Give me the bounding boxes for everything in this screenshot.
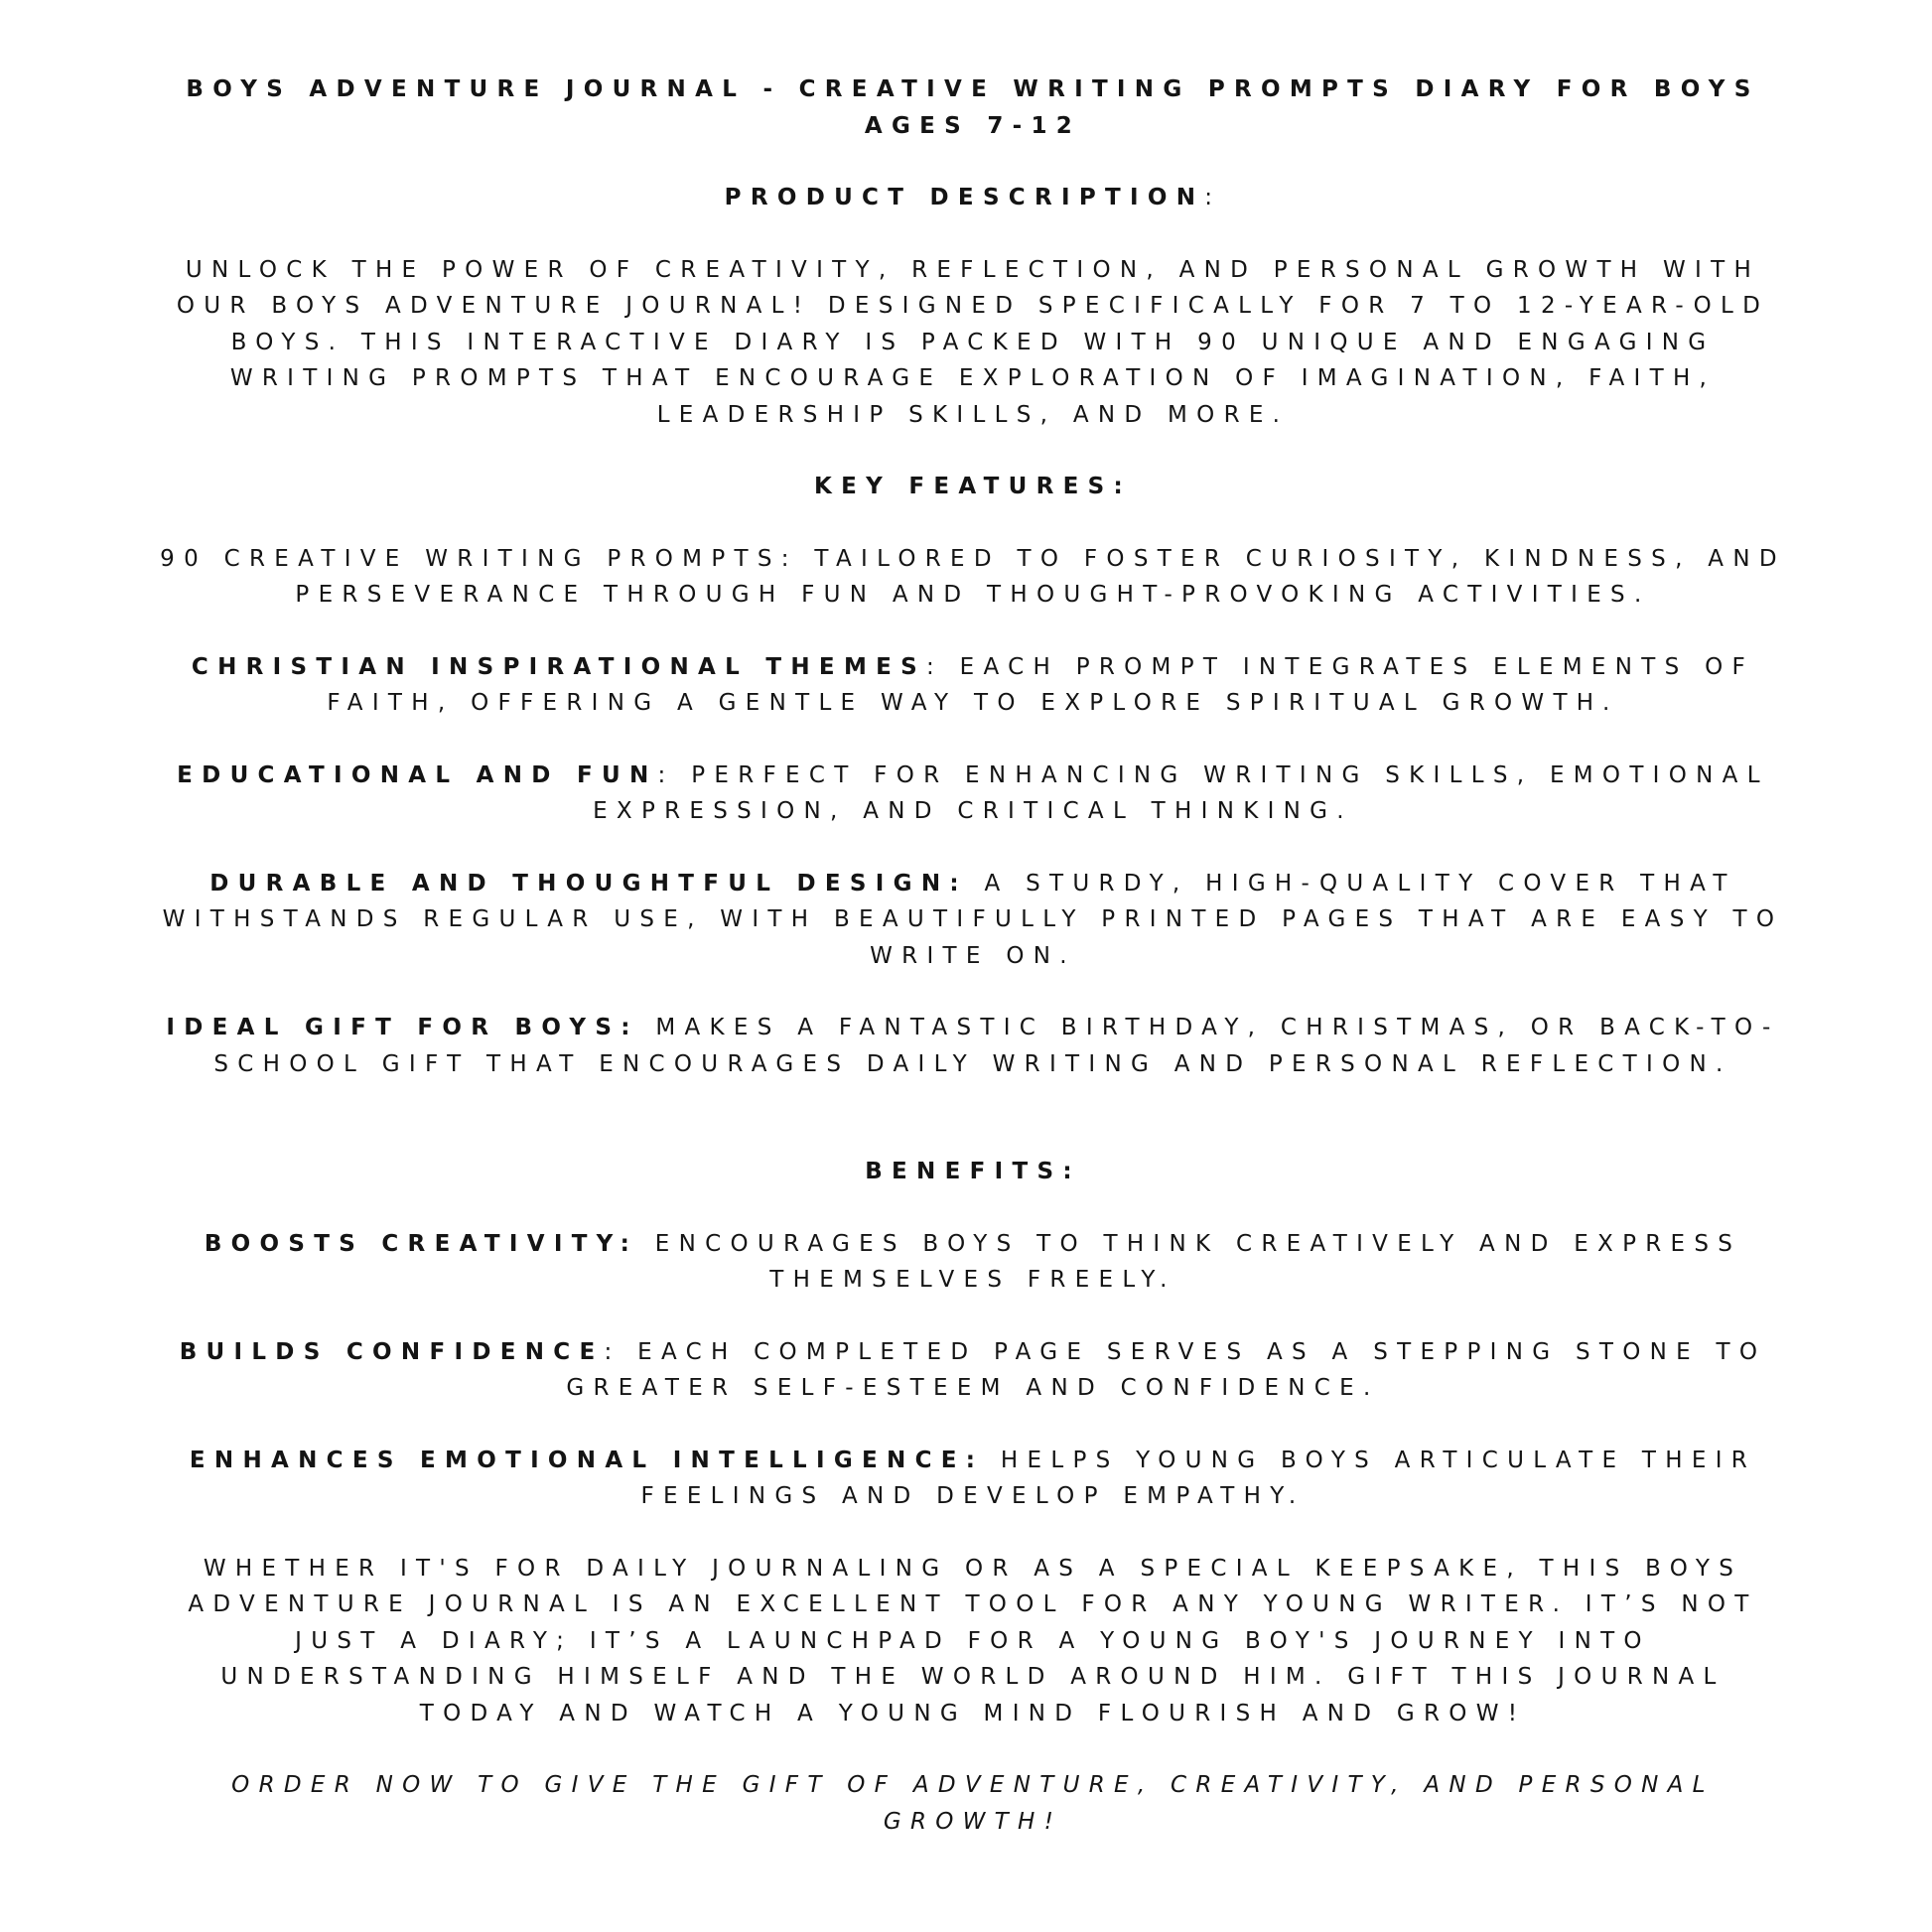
- benefit-text: ENCOURAGES BOYS TO THINK CREATIVELY AND EXPRESS THEMSELVES FREELY.: [638, 1230, 1742, 1293]
- document-page: [159, 71, 1787, 1840]
- benefit-lead: BOOSTS CREATIVITY:: [204, 1230, 639, 1257]
- feature-item-christian-themes: [159, 649, 1787, 722]
- benefit-lead: ENHANCES EMOTIONAL INTELLIGENCE:: [189, 1447, 985, 1473]
- feature-text: : PERFECT FOR ENHANCING WRITING SKILLS, EMOTIONAL EXPRESSION, AND CRITICAL THINKING.: [593, 761, 1769, 824]
- feature-lead: EDUCATIONAL AND FUN: [177, 761, 658, 788]
- product-description-heading: [159, 180, 1787, 216]
- product-description-body: UNLOCK THE POWER OF CREATIVITY, REFLECTION, AND PERSONAL GROWTH WITH OUR BOYS ADVENTURE JOURNAL! DESIGNED SPECIFICALLY FOR 7 TO 12-YEAR-OLD BOYS. THIS INTERACTIVE DIARY IS PACKED WITH 90 UNIQUE AND ENGAGING WRITING PROMPTS THAT ENCOURAGE EXPLORATION OF IMAGINATION, FAITH, LEADERSHIP SKILLS, AND MORE.: [176, 256, 1770, 428]
- feature-text: : EACH PROMPT INTEGRATES ELEMENTS OF FAITH, OFFERING A GENTLE WAY TO EXPLORE SPIRITUAL GROWTH.: [327, 653, 1755, 716]
- benefits-heading: BENEFITS:: [865, 1159, 1081, 1184]
- feature-item-ideal-gift: [159, 1010, 1787, 1082]
- key-features-intro: 90 CREATIVE WRITING PROMPTS: TAILORED TO FOSTER CURIOSITY, KINDNESS, AND PERSEVERANCE THROUGH FUN AND THOUGHT-PROVOKING ACTIVITIES.: [160, 545, 1786, 608]
- benefit-item-creativity: [159, 1226, 1787, 1299]
- benefit-lead: BUILDS CONFIDENCE: [179, 1338, 605, 1365]
- feature-lead: CHRISTIAN INSPIRATIONAL THEMES: [191, 653, 927, 680]
- product-description-heading-colon: :: [1204, 185, 1222, 210]
- feature-lead: IDEAL GIFT FOR BOYS:: [166, 1015, 639, 1040]
- closing-call-to-action: ORDER NOW TO GIVE THE GIFT OF ADVENTURE, CREATIVITY, AND PERSONAL GROWTH!: [231, 1772, 1715, 1835]
- product-description-heading-text: PRODUCT DESCRIPTION: [724, 185, 1205, 210]
- feature-text: MAKES A FANTASTIC BIRTHDAY, CHRISTMAS, OR BACK-TO-SCHOOL GIFT THAT ENCOURAGES DAILY WRITING AND PERSONAL REFLECTION.: [213, 1015, 1780, 1077]
- benefit-item-emotional-intelligence: [159, 1443, 1787, 1515]
- feature-lead: DURABLE AND THOUGHTFUL DESIGN:: [209, 870, 968, 897]
- benefit-text: HELPS YOUNG BOYS ARTICULATE THEIR FEELINGS AND DEVELOP EMPATHY.: [640, 1447, 1757, 1509]
- benefit-item-confidence: [159, 1334, 1787, 1407]
- key-features-heading: KEY FEATURES:: [813, 474, 1133, 499]
- summary-paragraph: WHETHER IT'S FOR DAILY JOURNALING OR AS A SPECIAL KEEPSAKE, THIS BOYS ADVENTURE JOURNAL IS AN EXCELLENT TOOL FOR ANY YOUNG WRITER. IT’S NOT JUST A DIARY; IT’S A LAUNCHPAD FOR A YOUNG BOY'S JOURNEY INTO UNDERSTANDING HIMSELF AND THE WORLD AROUND HIM. GIFT THIS JOURNAL TODAY AND WATCH A YOUNG MIND FLOURISH AND GROW!: [188, 1555, 1758, 1726]
- feature-item-durable-design: [159, 866, 1787, 975]
- feature-text: A STURDY, HIGH-QUALITY COVER THAT WITHSTANDS REGULAR USE, WITH BEAUTIFULLY PRINTED PAGES THAT ARE EASY TO WRITE ON.: [162, 870, 1784, 969]
- feature-item-educational: [159, 758, 1787, 830]
- document-title: BOYS ADVENTURE JOURNAL - CREATIVE WRITING PROMPTS DIARY FOR BOYS AGES 7-12: [186, 76, 1760, 139]
- benefit-text: : EACH COMPLETED PAGE SERVES AS A STEPPING STONE TO GREATER SELF-ESTEEM AND CONFIDENCE.: [566, 1338, 1767, 1401]
